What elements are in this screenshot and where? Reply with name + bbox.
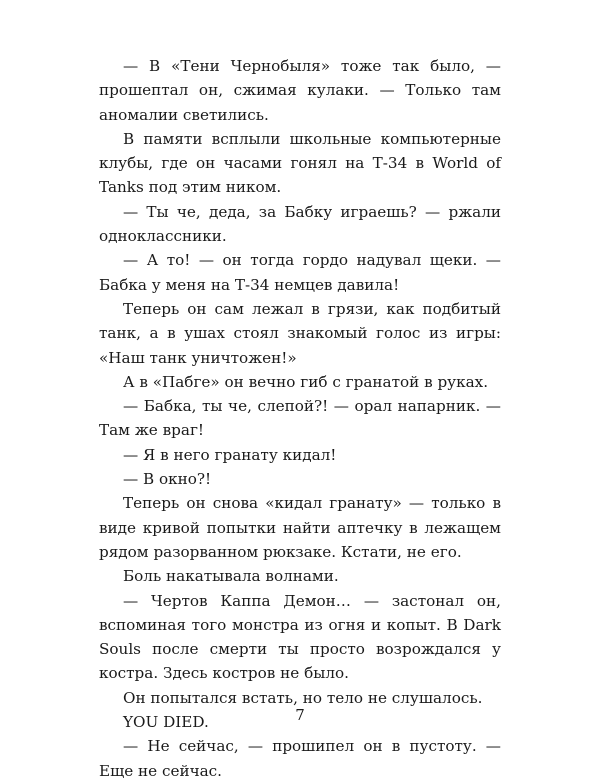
paragraph-3: — Ты че, деда, за Бабку играешь? — ржали одноклассники. <box>99 202 501 246</box>
paragraph-2: В памяти всплыли школьные компьютерные клубы, где он часами гонял на Т-34 в World of Tanks под этим ником. <box>99 129 501 197</box>
paragraph-9: — В окно?! <box>123 470 212 489</box>
paragraph-13: Он попытался встать, но тело не слушалось. <box>123 688 483 707</box>
paragraph-4: — А то! — он тогда гордо надувал щеки. — Бабка у меня на Т-34 немцев давила! <box>99 251 501 294</box>
paragraph-11: Боль накатывала волнами. <box>123 567 339 586</box>
paragraph-1: — В «Тени Чернобыля» тоже так было, — прошептал он, сжимая кулаки. — Только там аномалии светились. <box>99 57 501 124</box>
paragraph-6: А в «Пабге» он вечно гиб с гранатой в руках. <box>123 372 489 391</box>
paragraph-10: Теперь он снова «кидал гранату» — только в виде кривой попытки найти аптечку в лежащем рядом разорванном рюкзаке. Кстати, не его. <box>99 494 501 561</box>
paragraph-8: — Я в него гранату кидал! <box>123 445 337 464</box>
paragraph-5: Теперь он сам лежал в грязи, как подбитый танк, а в ушах стоял знакомый голос из игры: «Наш танк уничтожен!» <box>99 299 501 367</box>
paragraph-7: — Бабка, ты че, слепой?! — орал напарник. — Там же враг! <box>99 397 501 440</box>
paragraph-14: YOU DIED. <box>123 713 209 732</box>
paragraph-15: — Не сейчас, — прошипел он в пустоту. — Еще не сейчас. <box>99 737 501 780</box>
text-block <box>99 54 501 783</box>
paragraph-12: — Чертов Каппа Демон… — застонал он, вспоминая того монстра из огня и копыт. В Dark Souls после смерти ты просто возрождался у костра. Здесь костров не было. <box>99 591 501 683</box>
page-number: 7 <box>295 706 305 724</box>
